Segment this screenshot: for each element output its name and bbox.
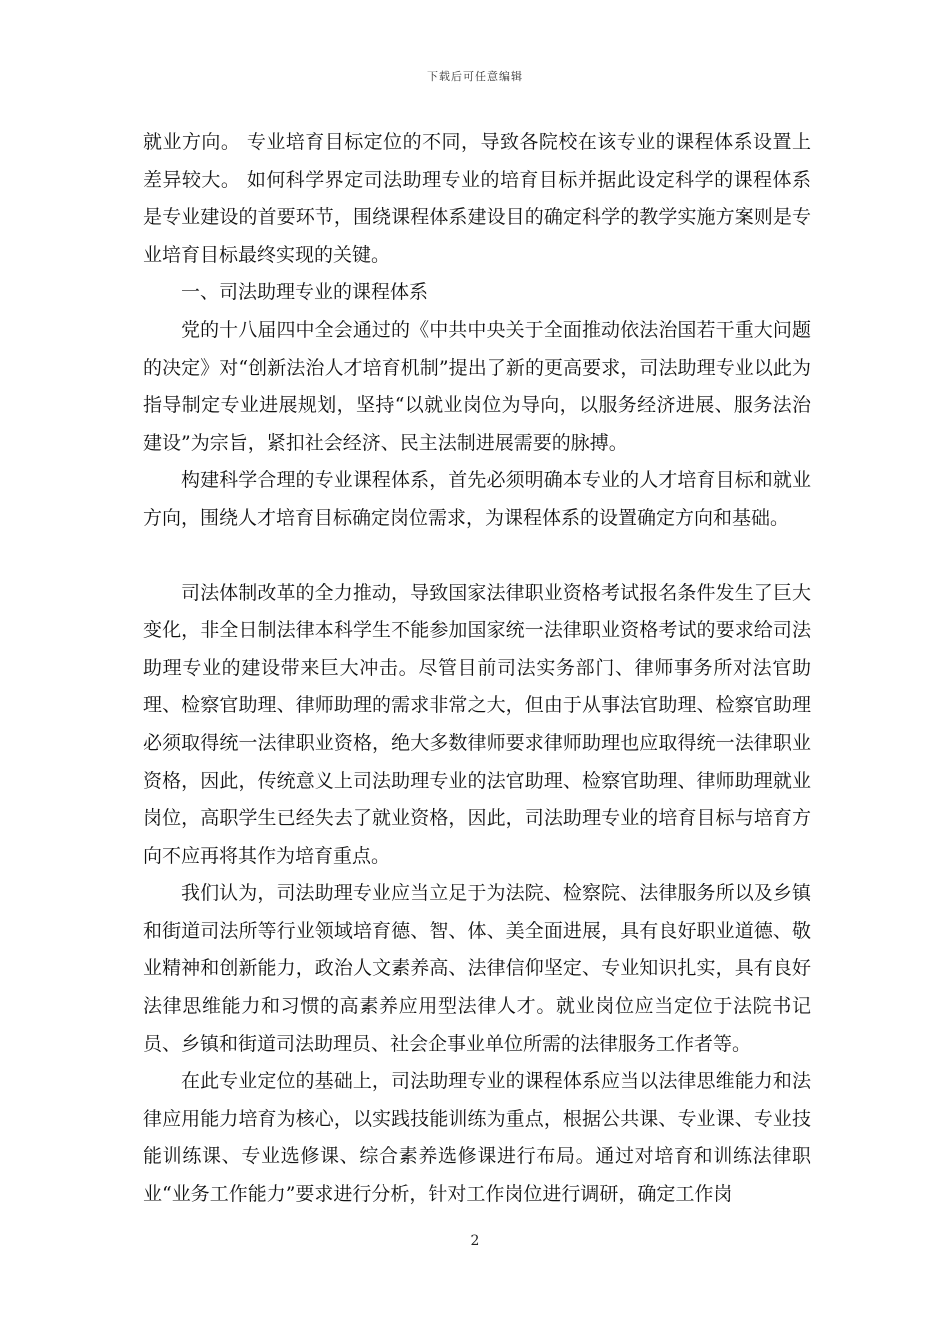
- paragraph: 党的十八届四中全会通过的《中共中央关于全面推动依法治国若干重大问题的决定》对“创新法治人才培育机制”提出了新的更高要求，司法助理专业以此为指导制定专业进展规划，坚持“以就业岗位为导向，以服务经济进展、服务法治建设”为宗旨，紧扣社会经济、民主法制进展需要的脉搏。: [143, 318, 811, 454]
- paragraph: 构建科学合理的专业课程体系，首先必须明确本专业的人才培育目标和就业方向，围绕人才培育目标确定岗位需求，为课程体系的设置确定方向和基础。: [143, 469, 811, 529]
- paragraph: 我们认为，司法助理专业应当立足于为法院、检察院、法律服务所以及乡镇和街道司法所等行业领域培育德、智、体、美全面进展，具有良好职业道德、敬业精神和创新能力，政治人文素养高、法律信仰坚定、专业知识扎实，具有良好法律思维能力和习惯的高素养应用型法律人才。就业岗位应当定位于法院书记员、乡镇和街道司法助理员、社会企事业单位所需的法律服务工作者等。: [143, 882, 811, 1055]
- paragraph-continued: 就业方向。 专业培育目标定位的不同，导致各院校在该专业的课程体系设置上差异较大。 如何科学界定司法助理专业的培育目标并据此设定科学的课程体系是专业建设的首要环节，围绕课程体系建设目的确定科学的教学实施方案则是专业培育目标最终实现的关键。: [143, 131, 811, 266]
- paragraph: 在此专业定位的基础上，司法助理专业的课程体系应当以法律思维能力和法律应用能力培育为核心，以实践技能训练为重点，根据公共课、专业课、专业技能训练课、专业选修课、综合素养选修课进行布局。通过对培育和训练法律职业“业务工作能力”要求进行分析，针对工作岗位进行调研，确定工作岗: [143, 1070, 811, 1206]
- blank-line: [143, 538, 811, 575]
- document-body: [143, 124, 811, 1214]
- section-heading: 一、司法助理专业的课程体系: [181, 281, 429, 304]
- page-number: 2: [470, 1233, 480, 1249]
- paragraph: 司法体制改革的全力推动，导致国家法律职业资格考试报名条件发生了巨大变化，非全日制法律本科学生不能参加国家统一法律职业资格考试的要求给司法助理专业的建设带来巨大冲击。尽管目前司法实务部门、律师事务所对法官助理、检察官助理、律师助理的需求非常之大，但由于从事法官助理、检察官助理必须取得统一法律职业资格，绝大多数律师要求律师助理也应取得统一法律职业资格，因此，传统意义上司法助理专业的法官助理、检察官助理、律师助理就业岗位，高职学生已经失去了就业资格，因此，司法助理专业的培育目标与培育方向不应再将其作为培育重点。: [143, 581, 811, 867]
- page-header: 下载后可任意编辑: [427, 70, 523, 83]
